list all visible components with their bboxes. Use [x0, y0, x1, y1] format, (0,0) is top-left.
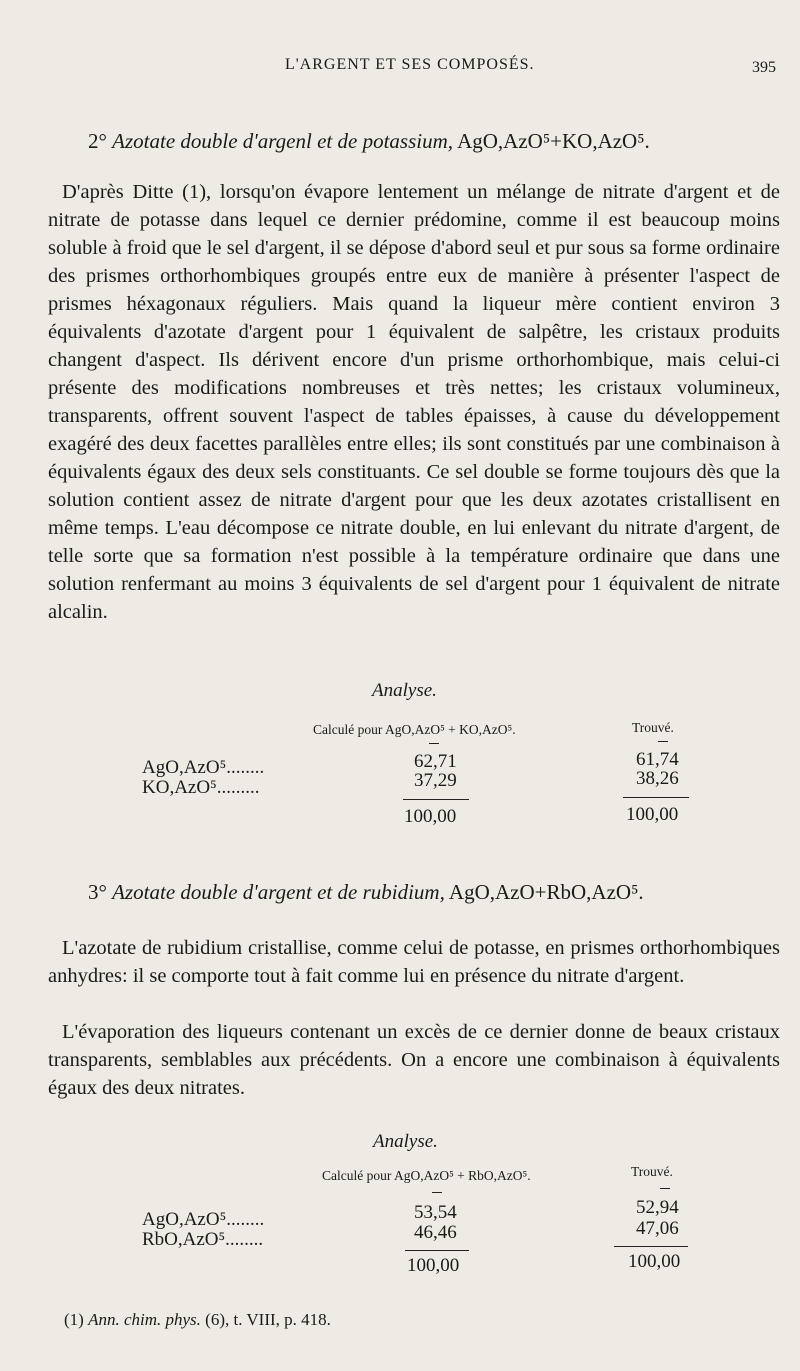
total-found: 100,00 — [628, 1251, 681, 1272]
section-formula: AgO,AzO⁵+KO,AzO⁵. — [457, 129, 650, 153]
table-cell-calculated: 37,29 — [414, 770, 457, 791]
header-dash — [660, 1188, 670, 1189]
table-cell-found: 38,26 — [636, 768, 679, 789]
total-calculated: 100,00 — [404, 806, 457, 827]
section-title-text: Azotate double d'argenl et de potassium, — [112, 129, 453, 153]
footnote-marker: (1) — [64, 1310, 84, 1329]
footnote-reference: (6), t. VIII, p. 418. — [205, 1310, 331, 1329]
analysis-heading: Analyse. — [373, 1131, 438, 1152]
table-cell-found: 52,94 — [636, 1197, 679, 1218]
section-formula: AgO,AzO+RbO,AzO⁵. — [448, 880, 644, 904]
body-paragraph: L'azotate de rubidium cristallise, comme celui de potasse, en prismes orthorhombiques anhydres: il se comporte tout à fait comme lui en présence du nitrate d'argent. — [48, 937, 780, 987]
header-dash — [429, 743, 439, 744]
section-number: 2° — [88, 129, 107, 153]
column-header-calculated: Calculé pour AgO,AzO⁵ + RbO,AzO⁵. — [322, 1168, 531, 1183]
sum-rule — [614, 1246, 688, 1247]
section-number: 3° — [88, 880, 107, 904]
page-header — [0, 56, 800, 80]
column-header-found: Trouvé. — [631, 1164, 673, 1179]
body-paragraph: D'après Ditte (1), lorsqu'on évapore lentement un mélange de nitrate d'argent et de nitrate de potasse dans lequel ce dernier prédomine, comme il est beaucoup moins soluble à froid que le sel d'argent, il se dépose d'abord seul et pur sous sa forme ordinaire des prismes orthorhombiques groupés entre eux de manière à présenter l'aspect de prismes héxagonaux réguliers. Mais quand la liqueur mère contient environ 3 équivalents d'azotate d'argent pour 1 équivalent de salpêtre, les cristaux produits changent d'aspect. Ils dérivent encore d'un prisme orthorhombique, mais celui-ci présente des modifications nombreuses et très nettes; les cristaux volumineux, transparents, offrent souvent l'aspect de tables épaisses, à cause du développement exagéré des deux facettes parallèles entre elles; ils sont constitués par une combinaison à équivalents égaux des deux sels constituants. Ce sel double se forme toujours dès que la solution contient assez de nitrate d'argent pour que les deux azotates cristallisent en même temps. L'eau décompose ce nitrate double, en lui enlevant du nitrate d'argent, de telle sorte que sa formation n'est possible à la température ordinaire que dans une solution renfermant au moins 3 équivalents de sel d'argent pour 1 équivalent de nitrate alcalin. — [48, 181, 780, 623]
section-title-text: Azotate double d'argent et de rubidium, — [112, 880, 445, 904]
table-row-label: KO,AzO⁵......... — [142, 777, 260, 798]
column-header-calculated: Calculé pour AgO,AzO⁵ + KO,AzO⁵. — [313, 722, 516, 737]
page-number: 395 — [752, 59, 776, 76]
total-calculated: 100,00 — [407, 1255, 460, 1276]
footnote-source: Ann. chim. phys. — [88, 1310, 201, 1329]
body-paragraph: L'évaporation des liqueurs contenant un excès de ce dernier donne de beaux cristaux transparents, semblables aux précédents. On a encore une combinaison à équivalents égaux des deux nitrates. — [48, 1021, 780, 1099]
header-dash — [432, 1192, 442, 1193]
column-header-found: Trouvé. — [632, 720, 674, 735]
sum-rule — [405, 1250, 469, 1251]
table-cell-calculated: 62,71 — [414, 751, 457, 772]
table-cell-calculated: 53,54 — [414, 1202, 457, 1223]
header-dash — [658, 741, 668, 742]
section-title-potassium — [88, 129, 650, 154]
sum-rule — [403, 799, 469, 800]
running-head: L'ARGENT ET SES COMPOSÉS. — [285, 56, 535, 73]
sum-rule — [623, 797, 689, 798]
table-cell-found: 61,74 — [636, 749, 679, 770]
total-found: 100,00 — [626, 804, 679, 825]
table-cell-found: 47,06 — [636, 1218, 679, 1239]
table-row-label: RbO,AzO⁵........ — [142, 1229, 264, 1250]
table-row-label: AgO,AzO⁵........ — [142, 757, 265, 778]
footnote — [64, 1310, 331, 1330]
table-row-label: AgO,AzO⁵........ — [142, 1209, 265, 1230]
section-title-rubidium — [88, 880, 644, 905]
analysis-heading: Analyse. — [372, 680, 437, 701]
table-cell-calculated: 46,46 — [414, 1222, 457, 1243]
